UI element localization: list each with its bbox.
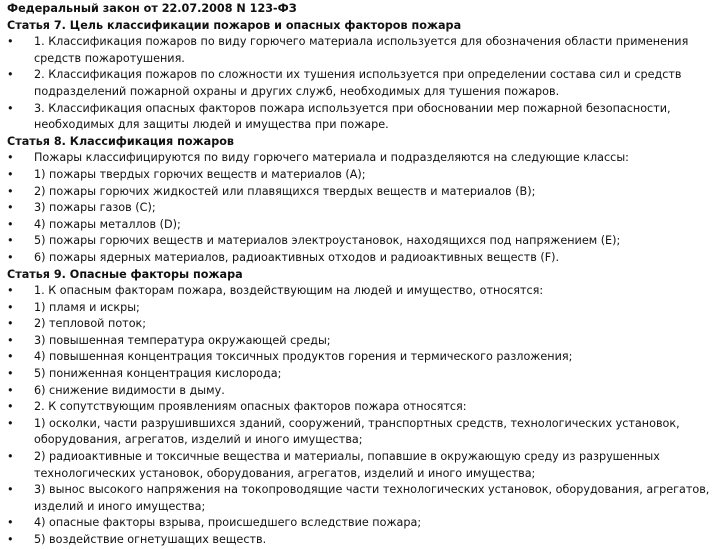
bullet-icon: • xyxy=(7,533,14,546)
bullet-icon: • xyxy=(7,201,14,215)
list-item: • 2. Классификация пожаров по сложности их тушения используется при определении состава сил и средств подразделений пожарной охраны и других служб, необходимых для тушения пожаров. xyxy=(7,68,682,98)
list-item: • 2) пожары горючих жидкостей или плавящихся твердых веществ и материалов (B); xyxy=(7,184,715,201)
list-item: • 3) пожары газов (C); xyxy=(7,200,715,217)
bullet-icon: • xyxy=(7,284,14,298)
bullet-icon: • xyxy=(7,416,14,430)
bullet-icon: • xyxy=(7,151,14,165)
bullet-icon: • xyxy=(7,35,14,49)
article-7-heading: Статья 7. Цель классификации пожаров и опасных факторов пожара xyxy=(7,18,462,32)
bullet-icon: • xyxy=(7,516,14,530)
bullet-icon: • xyxy=(7,184,14,198)
bullet-icon: • xyxy=(7,68,14,82)
bullet-icon: • xyxy=(7,250,14,264)
bullet-icon: • xyxy=(7,101,14,115)
list-item: • 3) повышенная температура окружающей среды; xyxy=(7,333,715,350)
list-item: • 1. Классификация пожаров по виду горючего материала используется для обозначения области применения средств пожаротушения. xyxy=(7,35,689,65)
bullet-icon: • xyxy=(7,400,14,414)
bullet-icon: • xyxy=(7,217,14,231)
list-item: • 5) пониженная концентрация кислорода; xyxy=(7,366,715,383)
list-item: • 4) повышенная концентрация токсичных продуктов горения и термического разложения; xyxy=(7,349,715,366)
bullet-icon: • xyxy=(7,450,14,464)
list-item: • 2. К сопутствующим проявлениям опасных факторов пожара относятся: xyxy=(7,399,715,416)
list-item: • 3. Классификация опасных факторов пожара используется при обосновании мер пожарной безопасности, необходимых для защиты людей и имущества при пожаре. xyxy=(7,101,671,132)
article-9-heading: Статья 9. Опасные факторы пожара xyxy=(7,267,243,281)
bullet-icon: • xyxy=(7,333,14,347)
list-item: • 6) снижение видимости в дыму. xyxy=(7,383,715,400)
document-title: Федеральный закон от 22.07.2008 N 123-ФЗ xyxy=(7,2,297,15)
list-item: • 5) пожары горючих веществ и материалов электроустановок, находящихся под напряжением (E); xyxy=(7,233,715,250)
bullet-icon: • xyxy=(7,350,14,364)
list-item: • 4) опасные факторы взрыва, происшедшего вследствие пожара; xyxy=(7,515,715,532)
list-item: • 4) пожары металлов (D); xyxy=(7,217,715,234)
list-item: • 1) пожары твердых горючих веществ и материалов (A); xyxy=(7,167,715,184)
list-item: • 3) вынос высокого напряжения на токопроводящие части технологических установок, оборудования, агрегатов, изделий и иного имущества; xyxy=(7,483,710,513)
bullet-icon: • xyxy=(7,317,14,331)
list-item: • 2) радиоактивные и токсичные вещества и материалы, попавшие в окружающую среду из разрушенных технологических установок, оборудования, агрегатов, изделий и иного имущества; xyxy=(7,450,660,480)
list-item: • 1) пламя и искры; xyxy=(7,300,715,317)
list-item: • 2) тепловой поток; xyxy=(7,316,715,333)
bullet-icon: • xyxy=(7,167,14,181)
bullet-icon: • xyxy=(7,367,14,381)
article-8-heading: Статья 8. Классификация пожаров xyxy=(7,134,234,148)
list-item: • 1) осколки, части разрушившихся зданий, сооружений, транспортных средств, технологических установок, оборудования, агрегатов, изделий и иного имущества; xyxy=(7,416,680,447)
list-item: • 5) воздействие огнетушащих веществ. xyxy=(7,532,715,549)
bullet-icon: • xyxy=(7,483,14,497)
bullet-icon: • xyxy=(7,300,14,314)
list-item: • 1. К опасным факторам пожара, воздействующим на людей и имущество, относятся: xyxy=(7,283,715,300)
bullet-icon: • xyxy=(7,383,14,397)
bullet-icon: • xyxy=(7,234,14,248)
list-item: • Пожары классифицируются по виду горючего материала и подразделяются на следующие классы: xyxy=(7,150,715,167)
list-item: • 6) пожары ядерных материалов, радиоактивных отходов и радиоактивных веществ (F). xyxy=(7,250,715,267)
